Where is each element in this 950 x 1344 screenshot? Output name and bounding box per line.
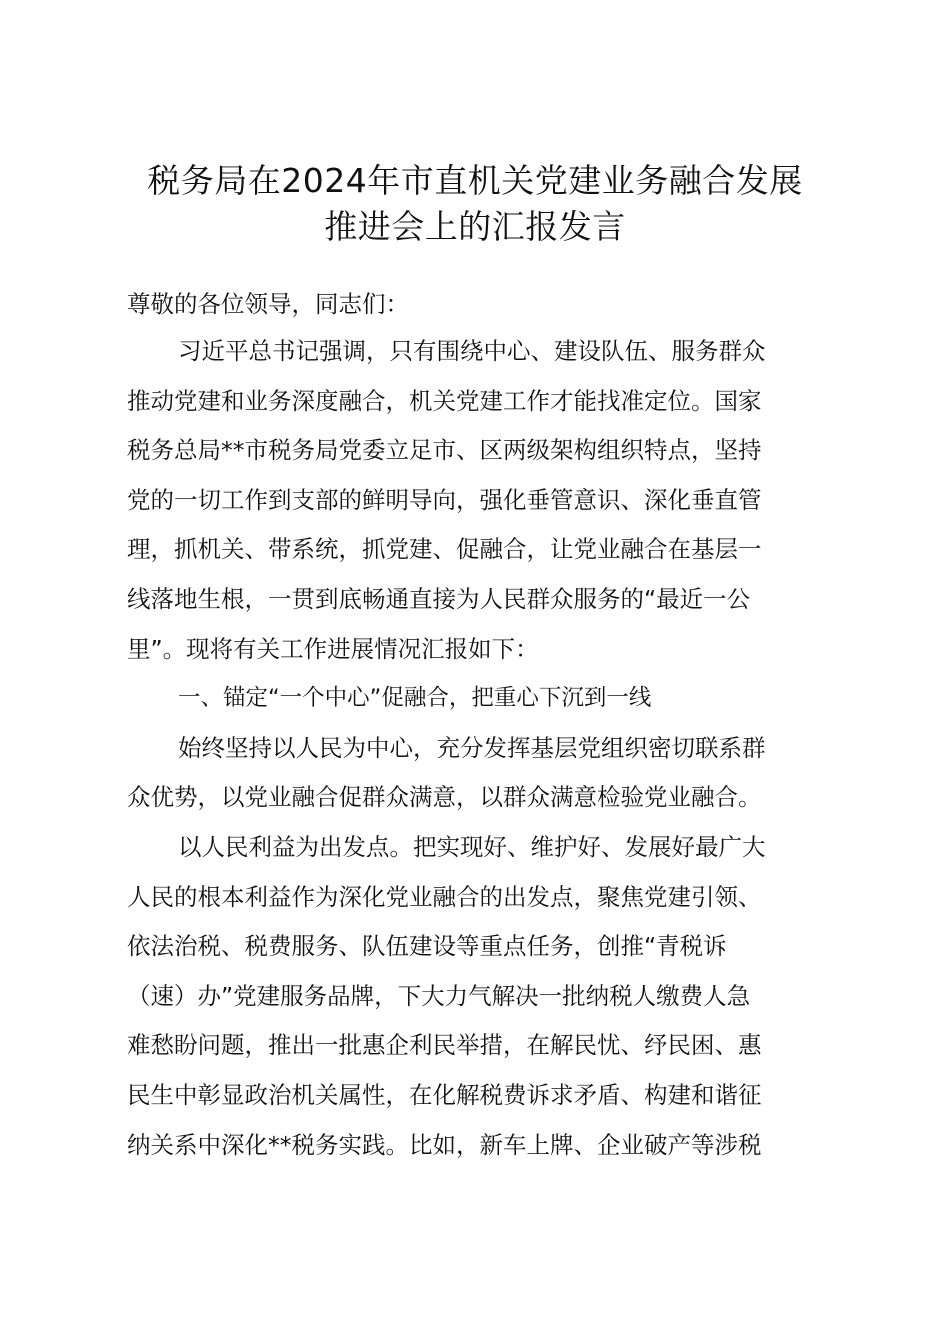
salutation: 尊敬的各位领导，同志们： [127,290,409,318]
paragraph-line: （速）办”党建服务品牌，下大力气解决一批纳税人缴费人急 [127,981,751,1010]
title-line: 推进会上的汇报发言 [324,207,626,246]
paragraph-line: 里”。现将有关工作进展情况汇报如下： [127,634,539,663]
paragraph-people-interest [127,823,835,1170]
paragraph-line: 线落地生根，一贯到底畅通直接为人民群众服务的“最近一公 [127,584,751,613]
paragraph-section-intro [127,724,835,823]
paragraph-line: 依法治税、税费服务、队伍建设等重点任务，创推“青税诉 [127,932,727,961]
paragraph-line: 推动党建和业务深度融合，机关党建工作才能找准定位。国家 [127,386,762,415]
paragraph-line: 以人民利益为出发点。把实现好、维护好、发展好最广大 [178,832,766,861]
paragraph-line: 人民的根本利益作为深化党业融合的出发点，聚焦党建引领、 [127,882,762,911]
paragraph-line: 纳关系中深化**税务实践。比如，新车上牌、企业破产等涉税 [127,1130,762,1159]
paragraph-line: 始终坚持以人民为中心，充分发挥基层党组织密切联系群 [178,733,766,762]
document-title [110,158,840,250]
paragraph-line: 习近平总书记强调，只有围绕中心、建设队伍、服务群众 [178,337,766,365]
paragraph-line: 众优势，以党业融合促群众满意，以群众满意检验党业融合。 [127,783,762,812]
heading-text: 一、锚定“一个中心”促融合，把重心下沉到一线 [178,685,652,712]
title-line: 税务局在2024年市直机关党建业务融合发展 [147,161,803,200]
section-heading [127,674,835,724]
paragraph-line: 税务总局**市税务局党委立足市、区两级架构组织特点，坚持 [127,436,762,465]
paragraph-intro [127,327,835,674]
paragraph-line: 民生中彰显政治机关属性，在化解税费诉求矛盾、构建和谐征 [127,1080,762,1109]
document-body [127,281,835,1170]
paragraph-line: 难愁盼问题，推出一批惠企利民举措，在解民忧、纾民困、惠 [127,1031,762,1060]
paragraph-line: 党的一切工作到支部的鲜明导向，强化垂管意识、深化垂直管 [127,485,762,514]
paragraph-line: 理，抓机关、带系统，抓党建、促融合，让党业融合在基层一 [127,535,762,564]
